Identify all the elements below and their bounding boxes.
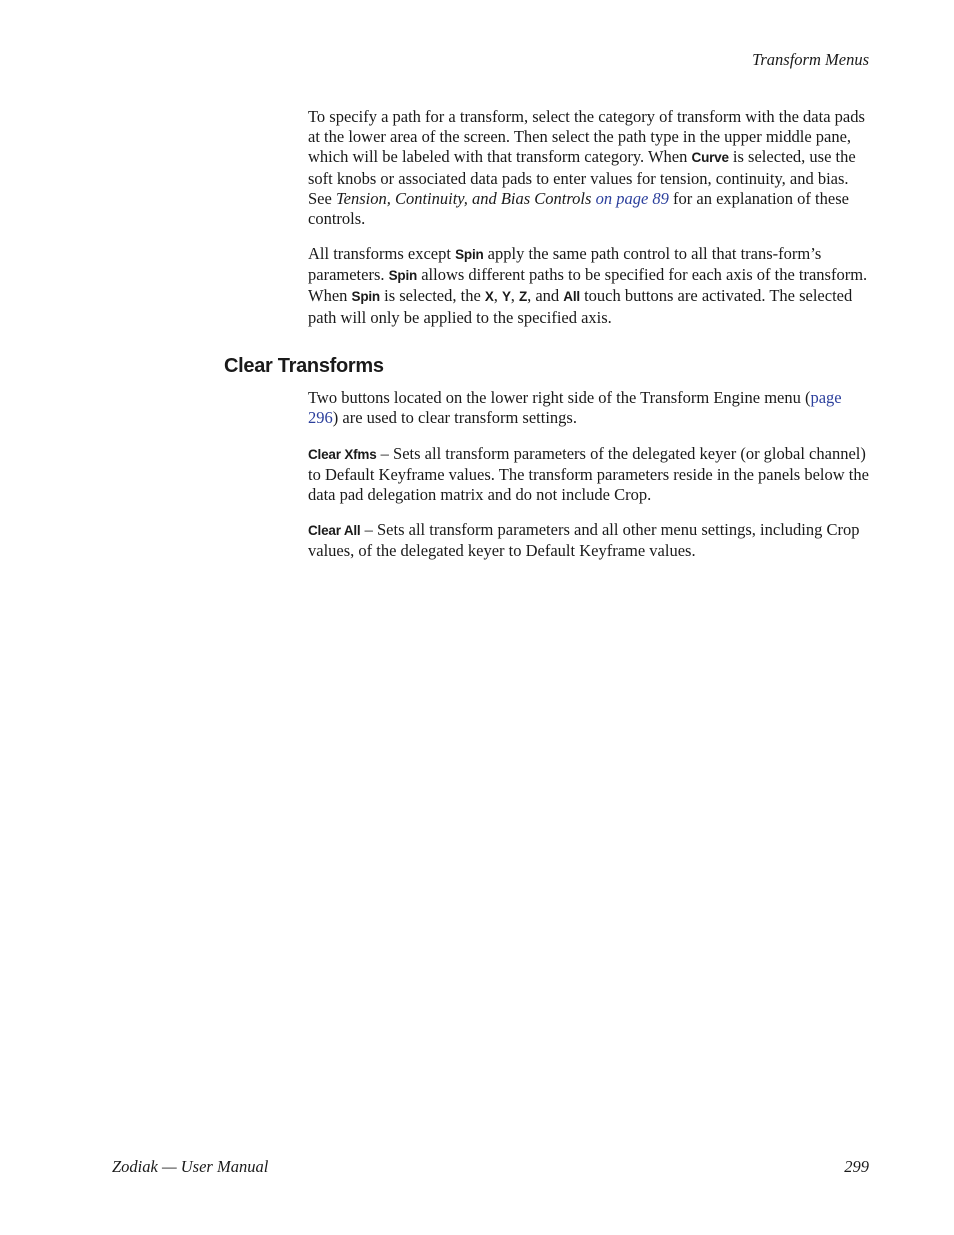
text: , and [527,286,564,306]
page-296-link[interactable]: page 296 [308,388,842,428]
text: To specify a path for a transform, select the category of transform with the data pads at the lower area of the screen. Then select the path type in the upper middle pane, which will be labeled with that transform category. When [308,107,865,167]
text: ) are used to clear transform settings. [332,408,577,428]
spin-button-ref: Spin [455,247,484,262]
clear-xfms-term: Clear Xfms [308,447,377,462]
paragraph-clear-intro [308,388,870,428]
z-button-ref: Z [519,289,528,305]
text: for an explanation of these controls. [308,188,849,229]
cross-reference-title: Tension, Continuity, and Bias Controls [335,188,592,208]
paragraph-clear-xfms [308,444,870,506]
text: is selected, the [379,286,485,306]
text: , [493,286,502,306]
text: , [510,286,520,306]
paragraph-clear-all [308,520,870,561]
text: touch buttons are activated. The selected path will only be applied to the specified axis. [308,286,853,327]
footer-page-number: 299 [844,1157,869,1176]
paragraph-spin [308,244,870,328]
text: – Sets all transform parameters and all other menu settings, including Crop values, of the delegated keyer to Default Keyframe values. [308,520,860,561]
text: apply the same path control to all that trans-form’s parameters. [308,244,822,285]
text: allows different paths to be specified for each axis of the transform. When [308,265,868,306]
text: is selected, use the soft knobs or associated data pads to enter values for tension, continuity, and bias. See [308,147,856,208]
clear-all-term: Clear All [308,523,361,538]
spin-button-ref: Spin [388,268,418,284]
page-89-link[interactable]: on page 89 [595,188,669,208]
running-header: Transform Menus [752,50,869,69]
text: All transforms except [308,244,456,263]
section-heading-clear-transforms: Clear Transforms [224,355,384,377]
text: Two buttons located on the lower right side of the Transform Engine menu ( [308,388,811,407]
paragraph-path-selection [308,107,870,229]
spin-button-ref: Spin [351,289,380,305]
curve-button-ref: Curve [691,150,729,166]
text: – Sets all transform parameters of the delegated keyer (or global channel) to Default Keyframe values. The transform parameters reside in the panels below the data pad delegation matrix and do not include Crop. [308,444,869,505]
x-button-ref: X [484,289,494,305]
all-button-ref: All [563,289,580,305]
y-button-ref: Y [501,289,511,305]
footer-manual-title: Zodiak — User Manual [112,1157,269,1176]
